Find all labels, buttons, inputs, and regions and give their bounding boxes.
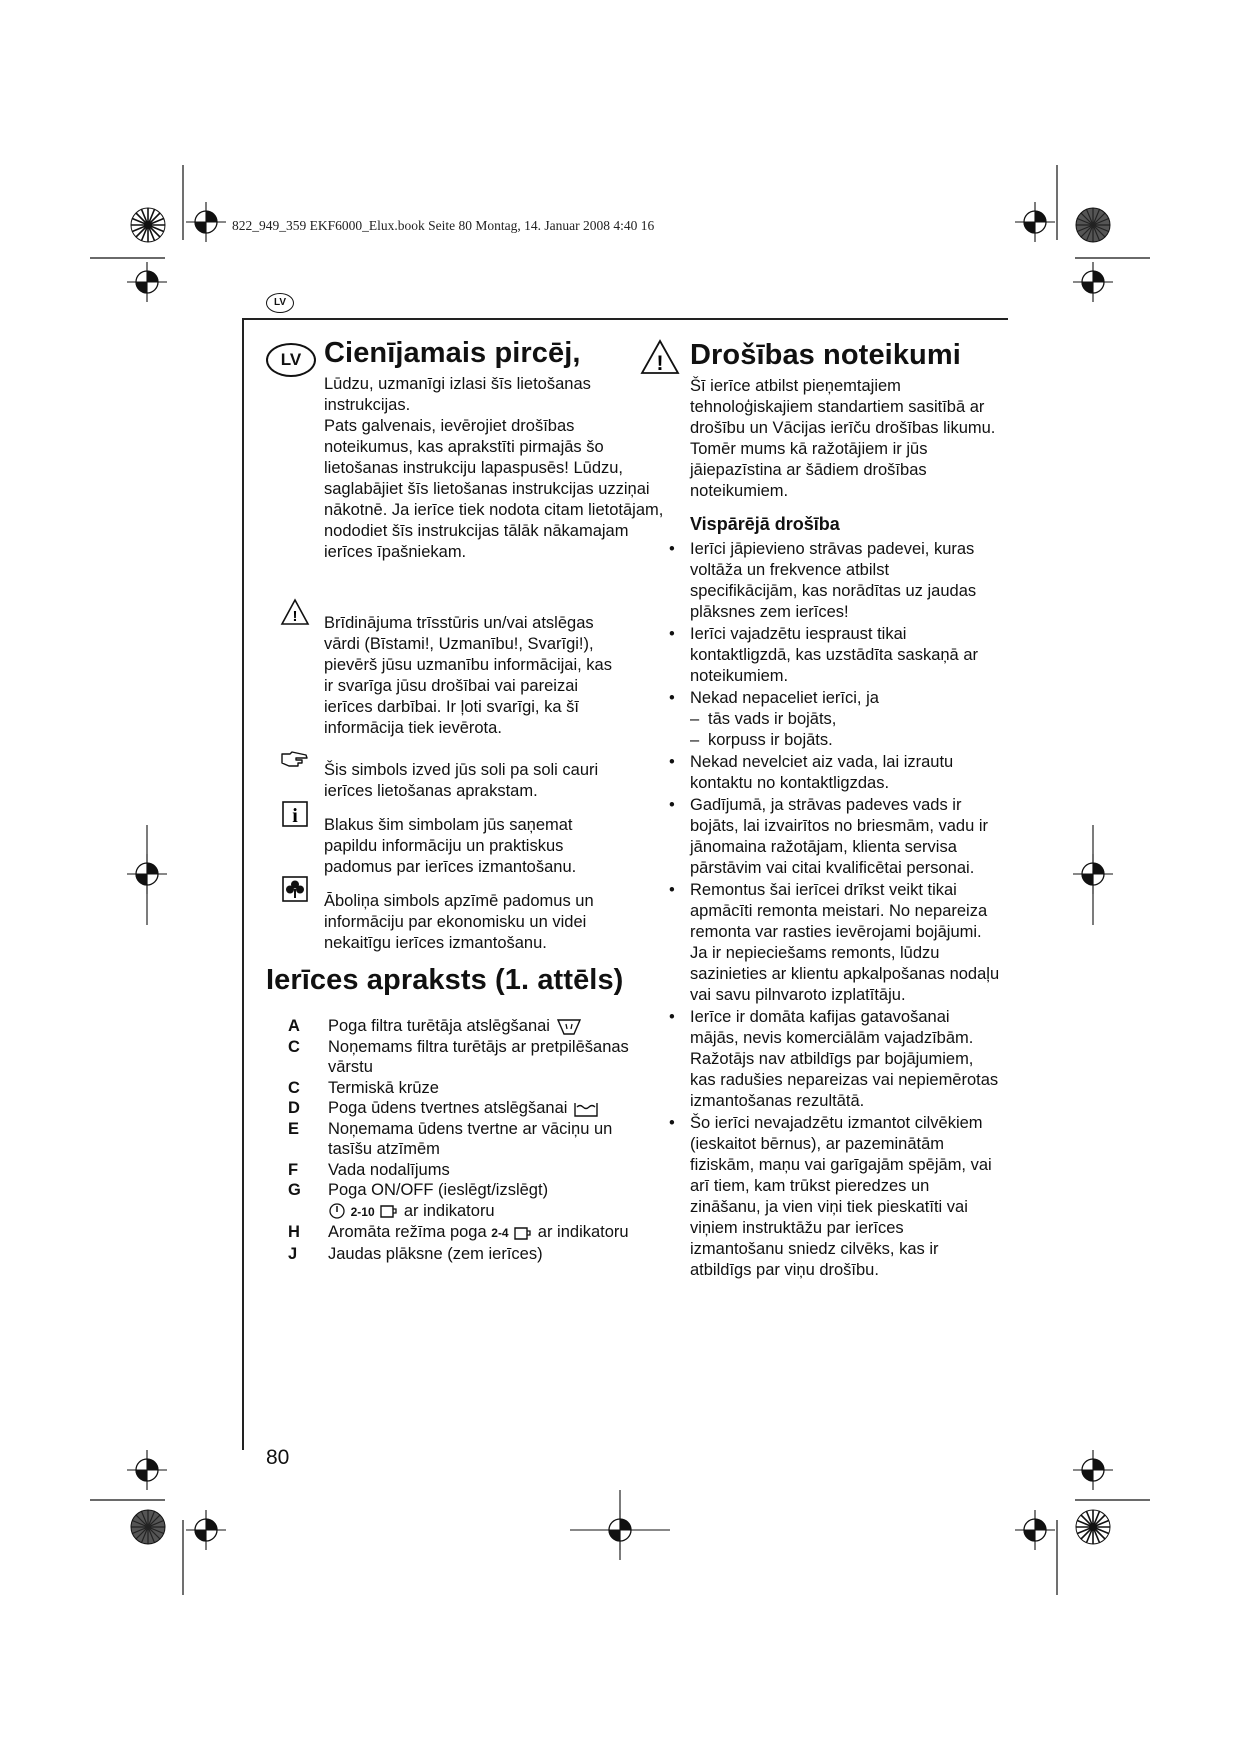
page-number: 80 bbox=[266, 1446, 290, 1469]
intro-paragraph-1: Lūdzu, uzmanīgi izlasi šīs lietošanas instrukcijas. bbox=[324, 375, 591, 414]
info-icon bbox=[282, 801, 308, 827]
margin-rule bbox=[242, 318, 244, 1450]
parts-list bbox=[288, 1016, 658, 1264]
print-info: 822_949_359 EKF6000_Elux.book Seite 80 Montag, 14. Januar 2008 4:40 16 bbox=[232, 218, 655, 233]
list-item: – korpuss ir bojāts. bbox=[690, 730, 1000, 751]
description-title: Ierīces apraksts (1. attēls) bbox=[266, 964, 624, 996]
list-item: • Gadījumā, ja strāvas padeves vads ir bojāts, lai izvairītos no briesmām, vadu ir jānomaina ražotājam, klienta servisa pārstāvim vai citai kvalificētai personai. bbox=[664, 795, 1000, 879]
lang-badge-large: LV bbox=[266, 343, 316, 377]
header-rule bbox=[242, 318, 1008, 320]
svg-text:i: i bbox=[292, 805, 298, 827]
svg-text:!: ! bbox=[656, 352, 664, 375]
intro-paragraph-2: Pats galvenais, ievērojiet drošības noteikumus, kas aprakstīti pirmajās šo lietošanas instrukciju lapaspusēs! Lūdzu, saglabājiet šīs lietošanas instrukcijas uzziņai nākotnē. Ja ierīce tiek nodota citam lietotājam, nododiet šīs instrukcijas tālāk nākamajam ierīces īpašniekam. bbox=[324, 417, 664, 561]
list-item: • Ierīce ir domāta kafijas gatavošanai mājās, nevis komerciālām vajadzībām. Ražotājs nav atbildīgs par bojājumiem, kas radušies nepareizas vai nepiemērotas izmantošanas rezultātā. bbox=[664, 1007, 1000, 1112]
note-eco: Āboliņa simbols apzīmē padomus un informāciju par ekonomisku un videi nekaitīgu ierīces izmantošanu. bbox=[324, 891, 594, 952]
list-item: A Poga filtra turētāja atslēgšanai bbox=[288, 1016, 658, 1037]
safety-list bbox=[664, 539, 1000, 1282]
list-item: J Jaudas plāksne (zem ierīces) bbox=[288, 1244, 543, 1263]
list-item: • Šo ierīci nevajadzētu izmantot cilvēkiem (ieskaitot bērnus), ar pazeminātām fiziskām, maņu vai garīgajām spējām, vai arī tiem, kam trūkst pieredzes un zināšanu, ja vien viņi tiek pieskatīti vai viņiem instruktāžu par ierīces izmantošanu sniedz cilvēks, kas ir atbildīgs par viņu drošību. bbox=[664, 1113, 1000, 1281]
left-column bbox=[324, 336, 664, 563]
list-item: – tās vads ir bojāts, bbox=[690, 709, 1000, 730]
note-step: Šis simbols izved jūs soli pa soli cauri ierīces lietošanas aprakstam. bbox=[324, 760, 599, 800]
general-safety-subtitle: Vispārējā drošība bbox=[690, 514, 840, 534]
list-item: E Noņemama ūdens tvertne ar vāciņu un tasīšu atzīmēm bbox=[288, 1119, 613, 1159]
list-item: • Ierīci jāpievieno strāvas padevei, kuras voltāža un frekvence atbilst specifikācijām, kas norādītas uz jaudas plāksnes zem ierīces! bbox=[664, 539, 1000, 623]
lang-badge-small: LV bbox=[266, 293, 294, 313]
list-item: • Remontus šai ierīcei drīkst veikt tikai apmācīti remonta meistari. No nepareiza remonta var rasties ievērojami bojājumi. Ja ir nepieciešams remonts, lūdzu sazinieties ar klientu apkalpošanas nodaļu vai savu pilnvaroto izplatītāju. bbox=[664, 880, 1000, 1006]
list-item: • Nekad nevelciet aiz vada, lai izrautu kontaktu no kontaktligzdas. bbox=[664, 752, 1000, 794]
note-warning: Brīdinājuma trīsstūris un/vai atslēgas vārdi (Bīstami!, Uzmanību!, Svarīgi!), pievērš jūsu uzmanību informācijai, kas ir svarīga jūsu drošībai vai pareizai ierīces darbībai. Ir ļoti svarīgi, ka šī informācija tiek ievērota. bbox=[324, 613, 612, 737]
warning-triangle-icon bbox=[280, 598, 310, 626]
cup-icon bbox=[513, 1224, 533, 1242]
list-item: • Ierīci vajadzētu iespraust tikai kontaktligzdā, kas uzstādīta saskaņā ar noteikumiem. bbox=[664, 624, 1000, 687]
svg-text:!: ! bbox=[292, 608, 298, 625]
list-item: • Nekad nepaceliet ierīci, ja – tās vads ir bojāts, – korpuss ir bojāts. bbox=[664, 688, 1000, 751]
greeting-title: Cienījamais pircēj, bbox=[324, 337, 581, 369]
water-tank-icon bbox=[572, 1099, 600, 1119]
filter-holder-icon bbox=[555, 1017, 583, 1037]
list-item: H Aromāta režīma poga 2-4 ar indikatoru bbox=[288, 1223, 629, 1242]
safety-title: Drošības noteikumi bbox=[690, 339, 961, 371]
list-item: C Termiskā krūze bbox=[288, 1078, 439, 1097]
list-item: G Poga ON/OFF (ieslēgt/izslēgt) 2-10 ar indikatoru bbox=[288, 1181, 549, 1220]
list-item: F Vada nodalījums bbox=[288, 1160, 450, 1179]
warning-triangle-icon bbox=[640, 339, 680, 375]
note-info: Blakus šim simbolam jūs saņemat papildu informāciju un praktiskus padomus par ierīces izmantošanu. bbox=[324, 815, 577, 876]
right-column bbox=[690, 338, 1000, 535]
safety-intro: Šī ierīce atbilst pieņemtajiem tehnoloģiskajiem standartiem sasitībā ar drošību un Vācijas ierīču drošības likumu. Tomēr mums kā ražotājiem ir jūs jāiepazīstina ar šādiem drošības noteikumiem. bbox=[690, 377, 996, 500]
pointing-hand-icon bbox=[280, 750, 310, 768]
power-icon bbox=[328, 1202, 346, 1220]
cup-icon bbox=[379, 1202, 399, 1220]
clover-icon bbox=[282, 876, 308, 902]
list-item: D Poga ūdens tvertnes atslēgšanai bbox=[288, 1098, 658, 1119]
list-item: C Noņemams filtra turētājs ar pretpilēšanas vārstu bbox=[288, 1037, 629, 1077]
